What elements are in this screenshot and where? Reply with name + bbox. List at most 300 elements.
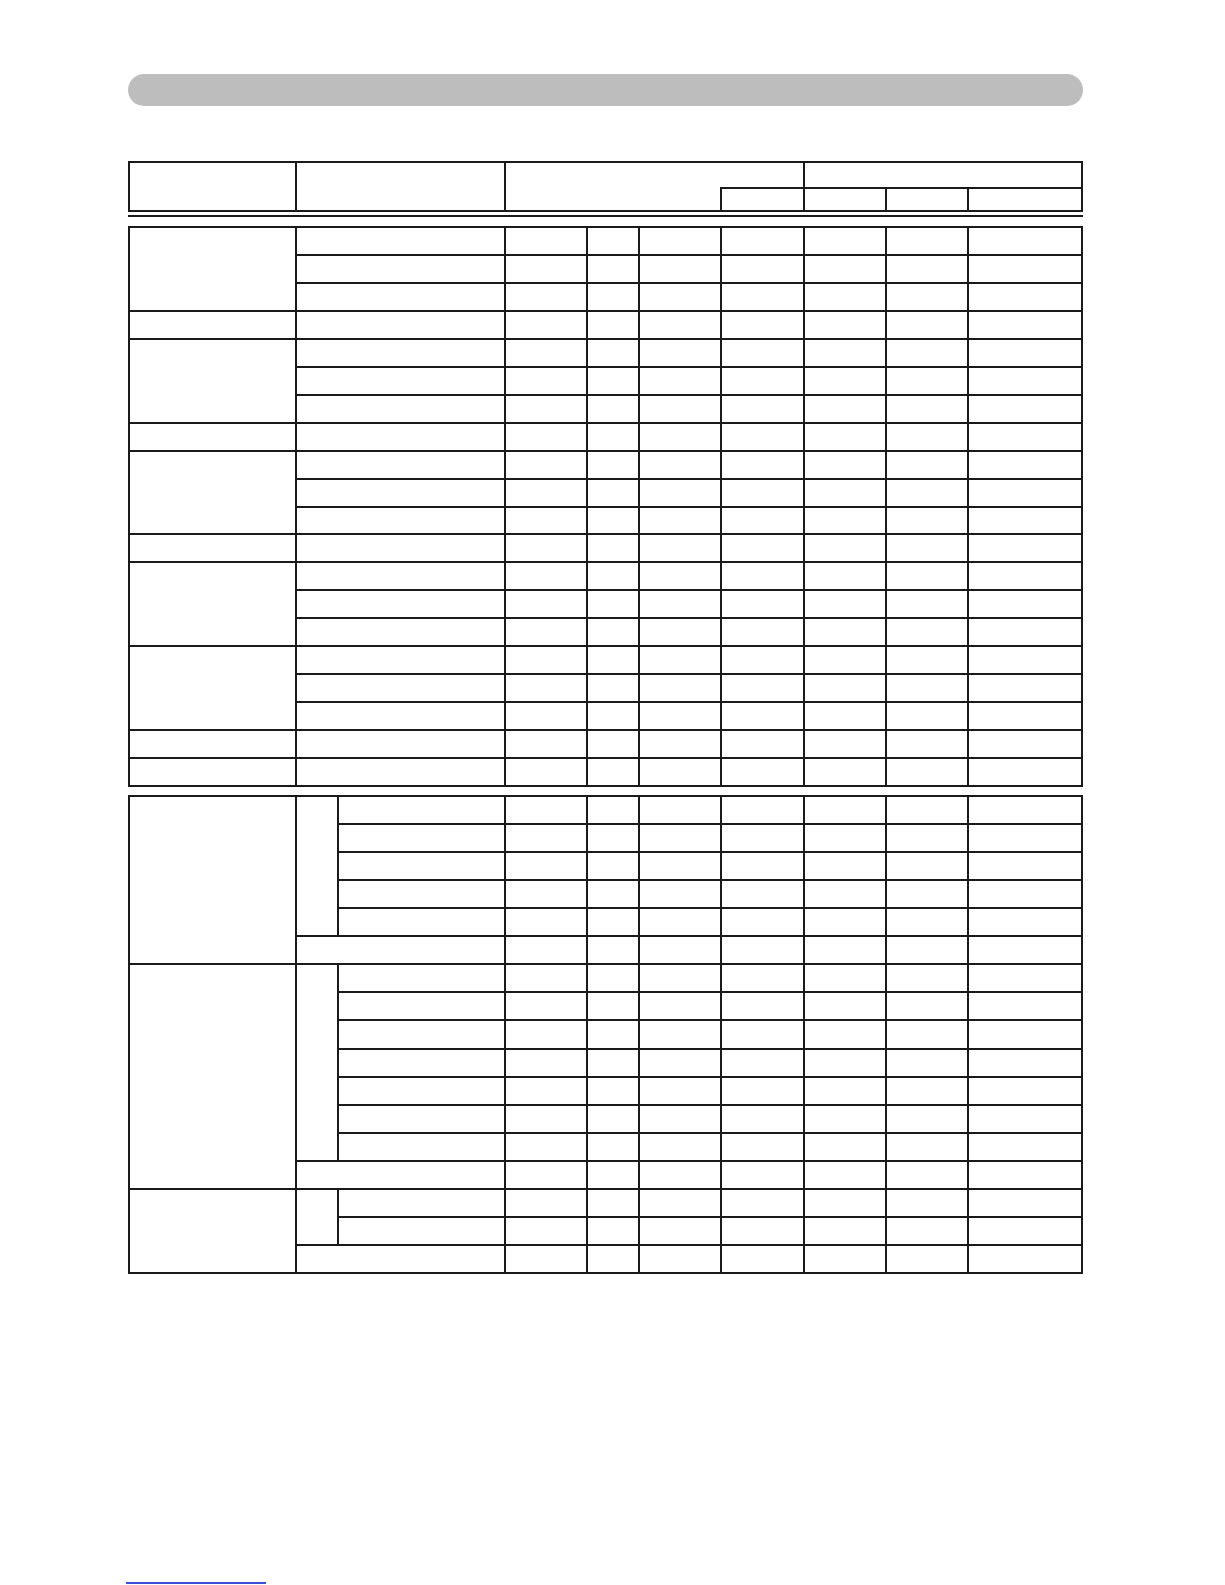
value-cell — [504, 1048, 588, 1078]
value-cell — [586, 1132, 640, 1162]
value-cell — [586, 795, 640, 825]
value-cell — [885, 310, 969, 340]
value-cell — [504, 991, 588, 1021]
value-cell — [967, 907, 1083, 937]
value-cell — [638, 1132, 722, 1162]
value-cell — [967, 506, 1083, 535]
value-cell — [586, 645, 640, 675]
value-cell — [586, 701, 640, 731]
value-cell — [720, 991, 805, 1021]
value-cell — [638, 282, 722, 312]
group-cell — [128, 422, 297, 452]
value-cell — [885, 478, 969, 508]
value-cell — [504, 226, 588, 256]
value-cell — [967, 617, 1083, 647]
value-cell — [803, 795, 887, 825]
value-cell — [803, 366, 887, 396]
item-cell — [295, 617, 506, 647]
value-cell — [885, 226, 969, 256]
value-cell — [885, 1104, 969, 1134]
value-cell — [803, 254, 887, 284]
value-cell — [586, 617, 640, 647]
value-cell — [803, 851, 887, 881]
value-cell — [720, 851, 805, 881]
value-cell — [885, 366, 969, 396]
value-cell — [720, 533, 805, 563]
subgroup-cell — [295, 1188, 339, 1246]
value-cell — [803, 1188, 887, 1218]
value-cell — [638, 589, 722, 619]
value-cell — [638, 1019, 722, 1050]
item-cell — [295, 450, 506, 480]
value-cell — [720, 310, 805, 340]
value-cell — [638, 795, 722, 825]
value-cell — [638, 991, 722, 1021]
value-cell — [586, 310, 640, 340]
value-cell — [586, 366, 640, 396]
value-cell — [638, 851, 722, 881]
value-cell — [967, 823, 1083, 853]
value-cell — [586, 673, 640, 703]
value-cell — [586, 1216, 640, 1246]
value-cell — [504, 561, 588, 591]
value-cell — [504, 478, 588, 508]
value-cell — [803, 935, 887, 965]
value-cell — [720, 561, 805, 591]
item-cell — [295, 1244, 506, 1274]
value-cell — [967, 963, 1083, 993]
value-cell — [586, 1048, 640, 1078]
value-cell — [885, 1244, 969, 1274]
item-cell — [337, 1019, 506, 1050]
value-cell — [803, 1104, 887, 1134]
value-cell — [504, 1076, 588, 1106]
value-cell — [586, 561, 640, 591]
value-cell — [586, 254, 640, 284]
value-cell — [586, 1076, 640, 1106]
value-cell — [885, 1188, 969, 1218]
value-cell — [720, 879, 805, 909]
value-cell — [720, 1076, 805, 1106]
value-cell — [885, 1132, 969, 1162]
value-cell — [638, 907, 722, 937]
value-cell — [504, 1244, 588, 1274]
value-cell — [803, 226, 887, 256]
value-cell — [638, 729, 722, 759]
value-cell — [586, 907, 640, 937]
value-cell — [803, 1216, 887, 1246]
value-cell — [586, 338, 640, 368]
value-cell — [967, 729, 1083, 759]
value-cell — [803, 310, 887, 340]
value-cell — [504, 729, 588, 759]
item-cell — [337, 795, 506, 825]
value-cell — [885, 963, 969, 993]
header-cell — [803, 161, 1083, 189]
value-cell — [803, 729, 887, 759]
item-cell — [337, 1076, 506, 1106]
value-cell — [638, 533, 722, 563]
value-cell — [967, 673, 1083, 703]
value-cell — [885, 617, 969, 647]
value-cell — [720, 226, 805, 256]
item-cell — [295, 310, 506, 340]
value-cell — [720, 1216, 805, 1246]
value-cell — [586, 394, 640, 424]
value-cell — [720, 1132, 805, 1162]
value-cell — [967, 795, 1083, 825]
value-cell — [967, 561, 1083, 591]
value-cell — [504, 282, 588, 312]
value-cell — [720, 645, 805, 675]
value-cell — [504, 823, 588, 853]
value-cell — [885, 450, 969, 480]
value-cell — [967, 645, 1083, 675]
value-cell — [720, 1244, 805, 1274]
item-cell — [337, 1048, 506, 1078]
value-cell — [885, 851, 969, 881]
value-cell — [638, 1048, 722, 1078]
group-cell — [128, 533, 297, 563]
value-cell — [586, 1104, 640, 1134]
value-cell — [638, 254, 722, 284]
value-cell — [586, 1244, 640, 1274]
value-cell — [504, 645, 588, 675]
value-cell — [885, 991, 969, 1021]
value-cell — [504, 851, 588, 881]
value-cell — [967, 1160, 1083, 1190]
value-cell — [885, 533, 969, 563]
value-cell — [720, 1104, 805, 1134]
value-cell — [586, 1188, 640, 1218]
value-cell — [885, 282, 969, 312]
header-subcell — [803, 187, 887, 212]
item-cell — [337, 907, 506, 937]
value-cell — [885, 506, 969, 535]
value-cell — [720, 1188, 805, 1218]
item-cell — [295, 645, 506, 675]
value-cell — [504, 1160, 588, 1190]
value-cell — [638, 879, 722, 909]
value-cell — [586, 422, 640, 452]
value-cell — [885, 394, 969, 424]
value-cell — [720, 506, 805, 535]
header-subcell — [967, 187, 1083, 212]
value-cell — [638, 478, 722, 508]
value-cell — [885, 1076, 969, 1106]
item-cell — [295, 506, 506, 535]
item-cell — [337, 851, 506, 881]
value-cell — [638, 963, 722, 993]
value-cell — [638, 1104, 722, 1134]
value-cell — [885, 795, 969, 825]
value-cell — [885, 254, 969, 284]
group-cell — [128, 450, 297, 535]
group-cell — [128, 963, 297, 1190]
value-cell — [803, 506, 887, 535]
value-cell — [885, 1216, 969, 1246]
value-cell — [720, 450, 805, 480]
value-cell — [586, 879, 640, 909]
value-cell — [803, 450, 887, 480]
value-cell — [638, 757, 722, 787]
value-cell — [803, 701, 887, 731]
value-cell — [885, 823, 969, 853]
value-cell — [885, 561, 969, 591]
value-cell — [885, 338, 969, 368]
value-cell — [967, 935, 1083, 965]
value-cell — [967, 1019, 1083, 1050]
item-cell — [337, 963, 506, 993]
item-cell — [337, 1216, 506, 1246]
value-cell — [803, 1160, 887, 1190]
value-cell — [504, 963, 588, 993]
item-cell — [295, 282, 506, 312]
value-cell — [967, 366, 1083, 396]
value-cell — [504, 533, 588, 563]
value-cell — [885, 422, 969, 452]
item-cell — [295, 561, 506, 591]
value-cell — [638, 338, 722, 368]
item-cell — [337, 879, 506, 909]
group-cell — [128, 226, 297, 312]
value-cell — [885, 879, 969, 909]
value-cell — [586, 506, 640, 535]
value-cell — [803, 645, 887, 675]
value-cell — [504, 506, 588, 535]
value-cell — [586, 478, 640, 508]
value-cell — [638, 422, 722, 452]
group-cell — [128, 1188, 297, 1274]
value-cell — [885, 729, 969, 759]
value-cell — [720, 795, 805, 825]
value-cell — [638, 506, 722, 535]
value-cell — [967, 1216, 1083, 1246]
value-cell — [967, 533, 1083, 563]
value-cell — [967, 1076, 1083, 1106]
value-cell — [720, 589, 805, 619]
value-cell — [586, 935, 640, 965]
value-cell — [885, 1048, 969, 1078]
group-cell — [128, 338, 297, 424]
value-cell — [586, 1019, 640, 1050]
item-cell — [295, 422, 506, 452]
item-cell — [337, 1104, 506, 1134]
value-cell — [967, 1048, 1083, 1078]
value-cell — [638, 1160, 722, 1190]
item-cell — [295, 394, 506, 424]
value-cell — [803, 1019, 887, 1050]
value-cell — [638, 366, 722, 396]
value-cell — [803, 478, 887, 508]
value-cell — [967, 282, 1083, 312]
value-cell — [720, 422, 805, 452]
value-cell — [720, 254, 805, 284]
value-cell — [967, 879, 1083, 909]
value-cell — [586, 450, 640, 480]
value-cell — [638, 1216, 722, 1246]
value-cell — [638, 617, 722, 647]
header-subcell — [885, 187, 969, 212]
value-cell — [967, 226, 1083, 256]
value-cell — [803, 1244, 887, 1274]
item-cell — [337, 823, 506, 853]
item-cell — [295, 673, 506, 703]
footer-link-underline — [126, 1582, 266, 1584]
value-cell — [638, 310, 722, 340]
value-cell — [803, 757, 887, 787]
item-cell — [295, 366, 506, 396]
value-cell — [720, 478, 805, 508]
value-cell — [803, 823, 887, 853]
value-cell — [720, 757, 805, 787]
value-cell — [967, 589, 1083, 619]
value-cell — [586, 282, 640, 312]
value-cell — [803, 963, 887, 993]
value-cell — [586, 1160, 640, 1190]
value-cell — [967, 450, 1083, 480]
value-cell — [504, 1019, 588, 1050]
value-cell — [967, 1188, 1083, 1218]
group-cell — [128, 561, 297, 647]
section-title-bar — [128, 74, 1083, 106]
header-cell — [295, 161, 506, 212]
value-cell — [967, 338, 1083, 368]
value-cell — [720, 1160, 805, 1190]
value-cell — [504, 795, 588, 825]
value-cell — [638, 561, 722, 591]
value-cell — [720, 673, 805, 703]
value-cell — [504, 617, 588, 647]
value-cell — [803, 617, 887, 647]
value-cell — [638, 645, 722, 675]
value-cell — [638, 935, 722, 965]
value-cell — [586, 823, 640, 853]
value-cell — [720, 701, 805, 731]
value-cell — [720, 282, 805, 312]
value-cell — [803, 1076, 887, 1106]
group-cell — [128, 757, 297, 787]
item-cell — [295, 757, 506, 787]
group-cell — [128, 645, 297, 731]
header-subcell — [720, 187, 805, 212]
group-cell — [128, 795, 297, 965]
value-cell — [803, 991, 887, 1021]
value-cell — [638, 701, 722, 731]
value-cell — [967, 394, 1083, 424]
value-cell — [504, 701, 588, 731]
value-cell — [720, 963, 805, 993]
value-cell — [504, 879, 588, 909]
value-cell — [967, 310, 1083, 340]
value-cell — [885, 757, 969, 787]
spec-table — [128, 161, 1083, 1272]
subgroup-cell — [295, 963, 339, 1162]
value-cell — [803, 1048, 887, 1078]
value-cell — [967, 757, 1083, 787]
group-cell — [128, 729, 297, 759]
item-cell — [295, 338, 506, 368]
value-cell — [803, 879, 887, 909]
value-cell — [803, 1132, 887, 1162]
value-cell — [803, 282, 887, 312]
value-cell — [967, 1132, 1083, 1162]
value-cell — [586, 589, 640, 619]
value-cell — [720, 1019, 805, 1050]
value-cell — [885, 701, 969, 731]
value-cell — [504, 1132, 588, 1162]
value-cell — [967, 1244, 1083, 1274]
item-cell — [337, 1132, 506, 1162]
item-cell — [295, 935, 506, 965]
value-cell — [586, 729, 640, 759]
value-cell — [885, 673, 969, 703]
value-cell — [967, 701, 1083, 731]
subgroup-cell — [295, 795, 339, 937]
item-cell — [295, 254, 506, 284]
value-cell — [504, 338, 588, 368]
value-cell — [720, 729, 805, 759]
value-cell — [504, 673, 588, 703]
value-cell — [504, 366, 588, 396]
value-cell — [803, 533, 887, 563]
item-cell — [295, 701, 506, 731]
group-cell — [128, 310, 297, 340]
value-cell — [638, 450, 722, 480]
value-cell — [803, 673, 887, 703]
item-cell — [337, 991, 506, 1021]
item-cell — [295, 478, 506, 508]
value-cell — [638, 673, 722, 703]
value-cell — [720, 366, 805, 396]
item-cell — [295, 226, 506, 256]
value-cell — [885, 645, 969, 675]
value-cell — [803, 907, 887, 937]
value-cell — [504, 907, 588, 937]
value-cell — [586, 757, 640, 787]
header-cell — [128, 161, 297, 212]
value-cell — [504, 757, 588, 787]
value-cell — [967, 1104, 1083, 1134]
value-cell — [720, 617, 805, 647]
value-cell — [638, 226, 722, 256]
value-cell — [885, 1160, 969, 1190]
value-cell — [803, 422, 887, 452]
value-cell — [720, 1048, 805, 1078]
value-cell — [885, 907, 969, 937]
value-cell — [720, 907, 805, 937]
value-cell — [586, 851, 640, 881]
item-cell — [337, 1188, 506, 1218]
value-cell — [638, 1244, 722, 1274]
value-cell — [967, 422, 1083, 452]
value-cell — [967, 991, 1083, 1021]
value-cell — [803, 394, 887, 424]
value-cell — [504, 254, 588, 284]
item-cell — [295, 729, 506, 759]
value-cell — [638, 1188, 722, 1218]
value-cell — [967, 254, 1083, 284]
item-cell — [295, 533, 506, 563]
value-cell — [586, 226, 640, 256]
value-cell — [586, 533, 640, 563]
value-cell — [720, 935, 805, 965]
value-cell — [504, 422, 588, 452]
item-cell — [295, 1160, 506, 1190]
value-cell — [720, 823, 805, 853]
value-cell — [586, 963, 640, 993]
value-cell — [504, 394, 588, 424]
